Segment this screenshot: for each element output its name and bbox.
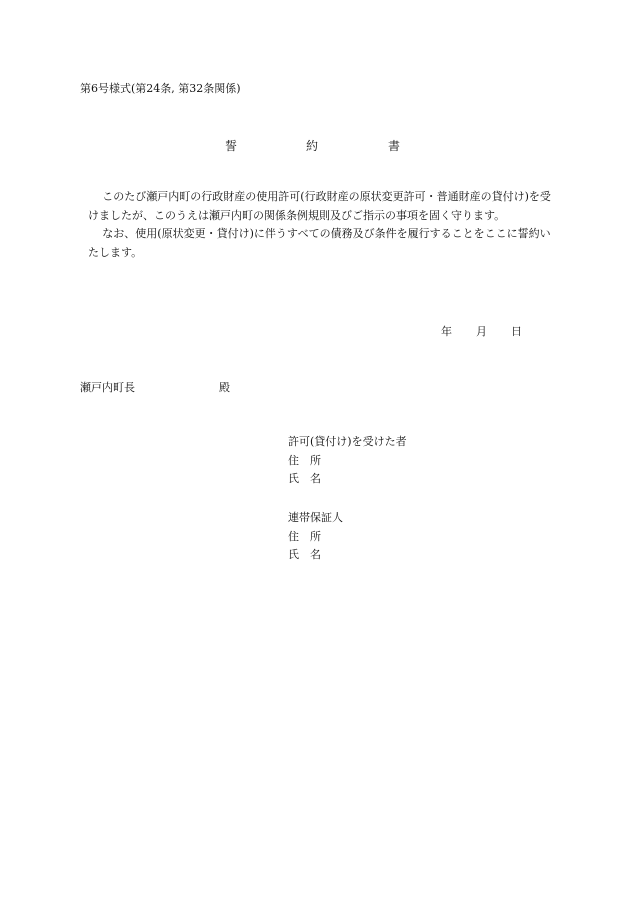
permit-holder-heading: 許可(貸付け)を受けた者 [288, 435, 407, 448]
guarantor-address-label: 住 所 [288, 529, 321, 543]
date-month-label: 月 [476, 325, 487, 338]
guarantor-heading: 連帯保証人 [288, 511, 343, 524]
permit-holder-address-label: 住 所 [288, 453, 321, 467]
date-day-label: 日 [511, 325, 522, 338]
title-char-1: 誓 [225, 139, 238, 153]
pledge-paragraph-2: なお、使用(原状変更・貸付け)に伴うすべての債務及び条件を履行することをここに誓約いたします。 [88, 227, 551, 259]
pledge-body [88, 188, 554, 262]
title-char-3: 書 [388, 139, 401, 153]
permit-holder-name-label: 氏 名 [288, 472, 321, 485]
guarantor-name-label: 氏 名 [288, 548, 321, 561]
pledge-paragraph-1: このたび瀬戸内町の行政財産の使用許可(行政財産の原状変更許可・普通財産の貸付け)を受けましたが、このうえは瀬戸内町の関係条例規則及びご指示の事項を固く守ります。 [88, 190, 551, 222]
guarantor-block [288, 509, 343, 565]
permit-holder-block [288, 433, 407, 489]
addressee-honorific: 殿 [219, 381, 230, 394]
addressee: 瀬戸内町長 [80, 381, 135, 394]
form-reference: 第6号様式(第24条, 第32条関係) [80, 82, 241, 95]
date-year-label: 年 [441, 325, 452, 338]
title-char-2: 約 [306, 139, 319, 153]
